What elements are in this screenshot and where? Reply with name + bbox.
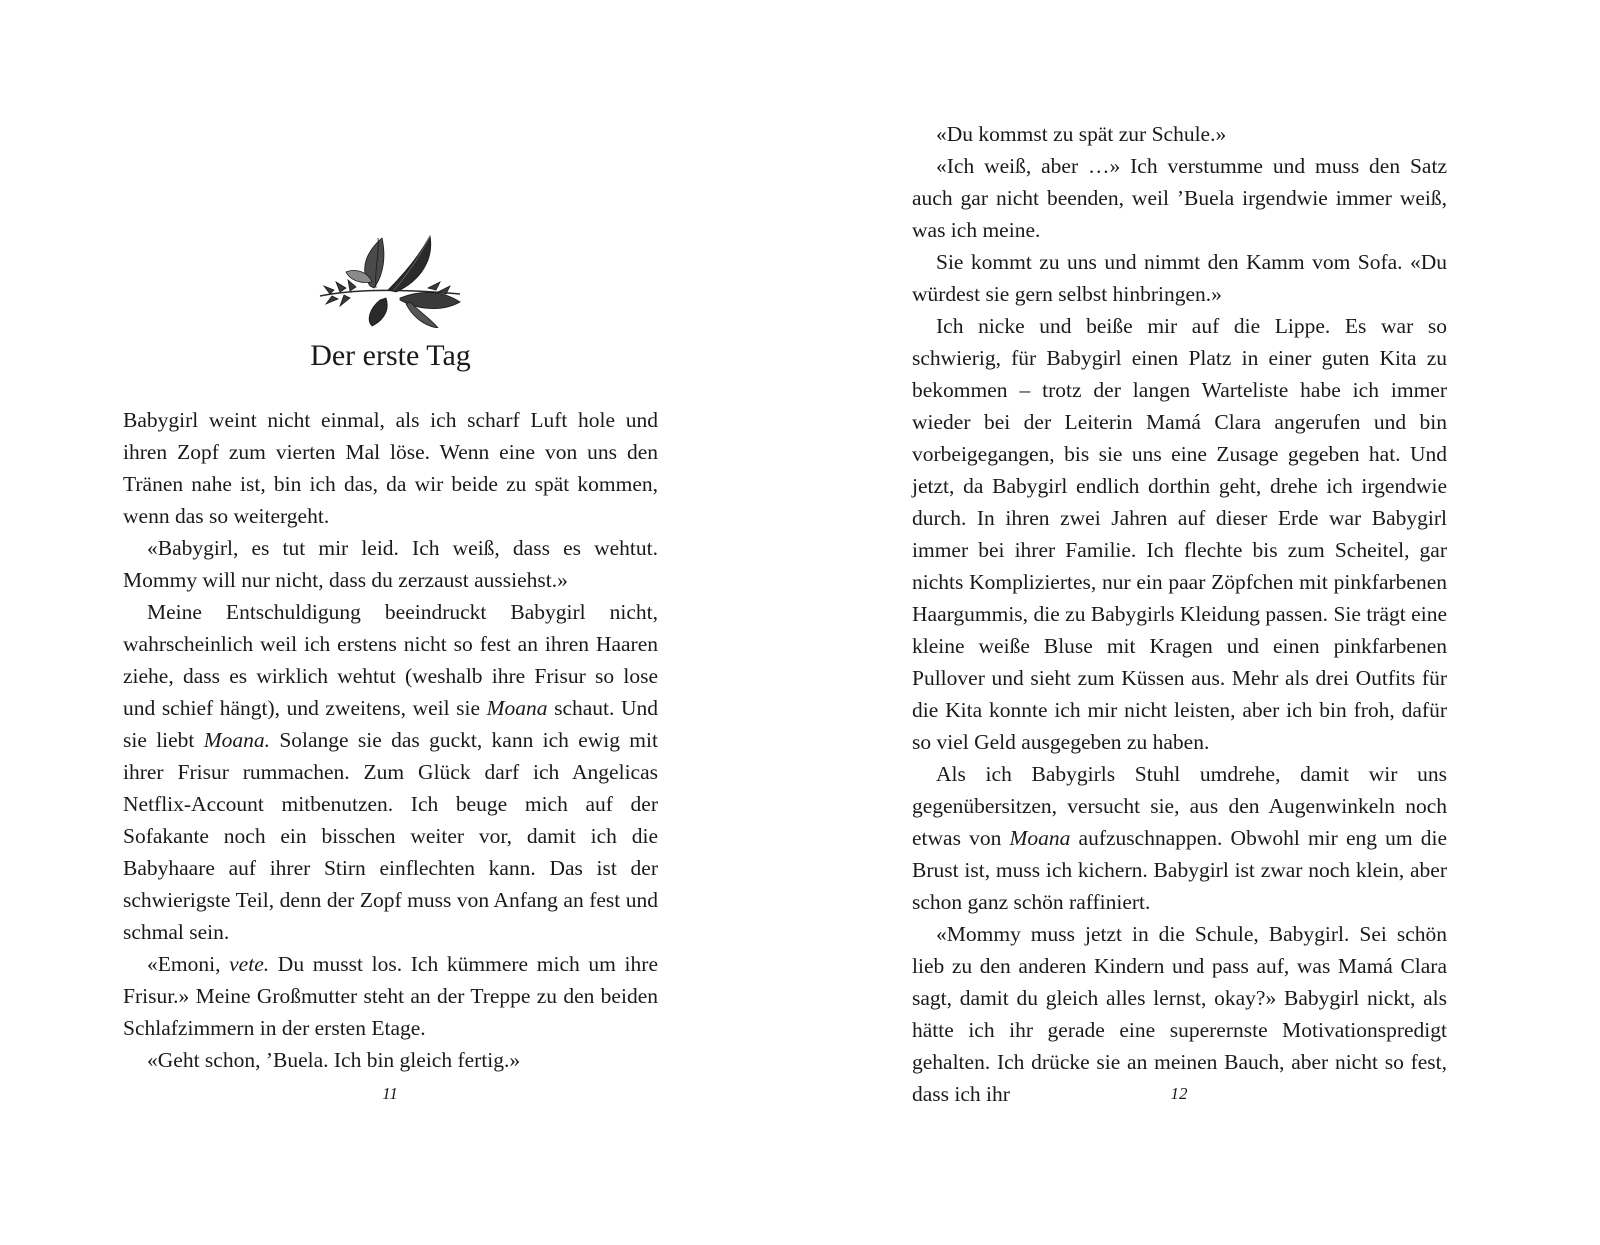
text-run: aufzuschnappen. Obwohl mir eng um die Brust ist, muss ich kichern. Babygirl ist zwar noch klein, aber schon ganz schön raffiniert. xyxy=(912,826,1448,914)
italic-title: Moana xyxy=(486,696,548,720)
paragraph xyxy=(912,150,1447,246)
paragraph xyxy=(123,948,658,1044)
text-run: Ich nicke und beiße mir auf die Lippe. Es war so schwierig, für Babygirl einen Platz in einer guten Kita zu bekommen – trotz der langen Warteliste habe ich immer wieder bei der Leiterin Mamá Clara angerufen und bin vorbeigegangen, bis sie uns eine Zusage gegeben hat. Und jetzt, da Babygirl endlich dorthin geht, drehe ich irgendwie durch. In ihren zwei Jahren auf dieser Erde war Babygirl immer bei ihrer Familie. Ich flechte bis zum Scheitel, gar nichts Kompliziertes, nur ein paar Zöpfchen mit pinkfarbenen Haargummis, die zu Babygirls Kleidung passen. Sie trägt eine kleine weiße Bluse mit Kragen und einen pinkfarbenen Pullover und sieht zum Küssen aus. Mehr als drei Outfits für die Kita konnte ich mir nicht leisten, aber ich bin froh, dafür so viel Geld ausgegeben zu haben. xyxy=(912,314,1447,754)
text-run: «Emoni, xyxy=(147,952,230,976)
text-run: Sie kommt zu uns und nimmt den Kamm vom Sofa. «Du würdest sie gern selbst hinbringen.» xyxy=(912,250,1447,306)
text-run: schaut. Und sie liebt xyxy=(123,696,658,752)
paragraph xyxy=(912,246,1447,310)
text-run: «Mommy muss jetzt in die Schule, Babygirl. Sei schön lieb zu den anderen Kindern und pass auf, was Mamá Clara sagt, damit du gleich alles lernst, okay?» Babygirl nickt, als hätte ich ihr gerade eine superernste Motivationspredigt gehalten. Ich drücke sie an meinen Bauch, aber nicht so fest, dass ich ihr xyxy=(912,922,1447,1106)
left-body-text xyxy=(123,404,658,1076)
paragraph xyxy=(912,758,1447,918)
text-run: Babygirl weint nicht einmal, als ich scharf Luft hole und ihren Zopf zum vierten Mal löse. Wenn eine von uns den Tränen nahe ist, bin ich das, da wir beide zu spät kommen, wenn das so weitergeht. xyxy=(123,408,658,528)
right-page xyxy=(800,0,1600,1245)
right-body-text xyxy=(912,118,1447,1110)
paragraph xyxy=(123,1044,658,1076)
leaf-sprig-icon xyxy=(310,228,470,328)
paragraph xyxy=(912,310,1447,758)
text-run: «Ich weiß, aber …» Ich verstumme und muss den Satz auch gar nicht beenden, weil ’Buela irgendwie immer weiß, was ich meine. xyxy=(912,154,1447,242)
italic-word: vete. xyxy=(229,952,270,976)
italic-title: Moana. xyxy=(203,728,271,752)
text-run: «Geht schon, ’Buela. Ich bin gleich fertig.» xyxy=(147,1048,521,1072)
text-run: Du musst los. Ich kümmere mich um ihre Frisur.» Meine Großmutter steht an der Treppe zu den beiden Schlafzimmern in der ersten Etage. xyxy=(123,952,658,1040)
text-run: Solange sie das guckt, kann ich ewig mit ihrer Frisur rummachen. Zum Glück darf ich Angelicas Netflix-Account mitbenutzen. Ich beuge mich auf der Sofakante noch ein bisschen weiter vor, damit ich die Babyhaare auf ihrer Stirn einflechten kann. Das ist der schwierigste Teil, denn der Zopf muss von Anfang an fest und schmal sein. xyxy=(123,728,658,944)
paragraph xyxy=(123,404,658,532)
text-run: «Du kommst zu spät zur Schule.» xyxy=(936,122,1227,146)
paragraph xyxy=(912,118,1447,150)
text-run: Als ich Babygirls Stuhl umdrehe, damit wir uns gegenübersitzen, versucht sie, aus den Augenwinkeln noch etwas von xyxy=(912,762,1447,850)
page-number-right: 12 xyxy=(1170,1084,1188,1103)
paragraph xyxy=(123,532,658,596)
italic-title: Moana xyxy=(1009,826,1071,850)
page-number-left: 11 xyxy=(382,1084,398,1103)
text-run: Meine Entschuldigung beeindruckt Babygirl nicht, wahrscheinlich weil ich erstens nicht so fest an ihren Haaren ziehe, dass es wirklich wehtut (weshalb ihre Frisur so lose und schief hängt), und zweitens, weil sie xyxy=(123,600,658,720)
chapter-title: Der erste Tag xyxy=(310,339,471,372)
paragraph xyxy=(123,596,658,948)
text-run: «Babygirl, es tut mir leid. Ich weiß, dass es wehtut. Mommy will nur nicht, dass du zerzaust aussiehst.» xyxy=(123,536,658,592)
